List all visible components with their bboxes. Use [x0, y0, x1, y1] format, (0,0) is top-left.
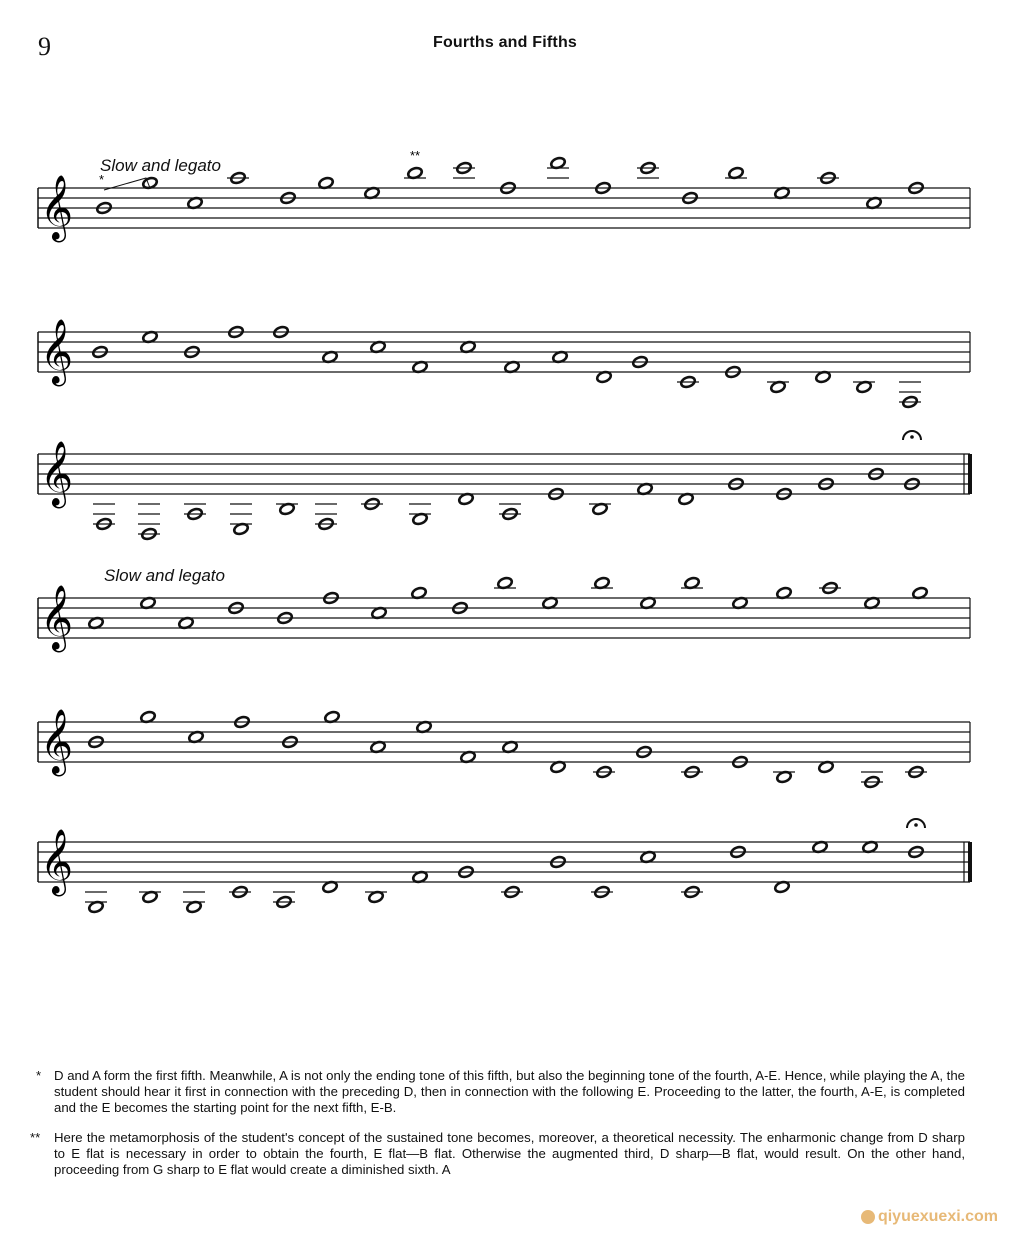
treble-clef-icon: 𝄞 [40, 319, 74, 384]
note [767, 380, 789, 393]
note [591, 885, 613, 898]
staff-3 [38, 431, 970, 541]
note [315, 504, 337, 531]
footnote-mark: * [36, 1068, 42, 1083]
note [230, 504, 252, 536]
note [593, 765, 615, 778]
note [501, 885, 523, 898]
staff-2 [38, 319, 970, 409]
note [817, 171, 839, 184]
tempo-marking-2: Slow and legato [104, 566, 225, 585]
note [138, 504, 160, 541]
footnote-mark: ** [30, 1130, 41, 1145]
annotation-double: ** [410, 148, 421, 163]
fermata-dot [910, 435, 914, 439]
note [183, 892, 205, 914]
note [93, 504, 115, 531]
footnote-1 [36, 1068, 965, 1116]
note [494, 576, 516, 589]
note [404, 166, 426, 179]
note [899, 382, 921, 409]
note [139, 890, 161, 903]
note [227, 171, 249, 184]
note [361, 497, 383, 510]
note [853, 380, 875, 393]
staff-6 [38, 819, 970, 914]
tempo-marking-1: Slow and legato [100, 156, 221, 175]
treble-clef-icon: 𝄞 [40, 441, 74, 506]
fermata-icon [907, 819, 925, 828]
watermark [861, 1208, 998, 1226]
annotation-single: * [99, 172, 105, 187]
note [637, 161, 659, 178]
note [681, 885, 703, 898]
note [273, 892, 295, 909]
note [453, 161, 475, 178]
note [365, 890, 387, 903]
page-number: 9 [38, 32, 51, 61]
note [681, 576, 703, 589]
footnote-2 [30, 1130, 965, 1180]
note [229, 885, 251, 898]
treble-clef-icon: 𝄞 [40, 585, 74, 650]
footnote-text: Here the metamorphosis of the student's concept of the sustained tone becomes, moreover, a theoretical necessity. The enharmonic change from D sharp to E flat is necessary in order to obtain the fourth, E flat—B flat. Otherwise the augmented third, D sharp—B flat, would result. On the other hand, proceeding from G sharp to E flat would create a diminished sixth. A [54, 1130, 965, 1177]
footnotes [30, 1068, 965, 1180]
note [819, 581, 841, 594]
footnote-text: D and A form the first fifth. Meanwhile, A is not only the ending tone of this fifth, but also the beginning tone of the fourth, A-E. Hence, while playing the A, the student should hear it first in connection with the preceding D, then in connection with the following E. Proceeding to the latter, the fourth, A-E, is completed and the E becomes the starting point for the next fifth, E-B. [54, 1068, 965, 1115]
treble-clef-icon: 𝄞 [40, 709, 74, 774]
note [591, 576, 613, 589]
note [905, 765, 927, 778]
staff-5 [38, 709, 970, 789]
fermata-icon [903, 431, 921, 440]
note [725, 166, 747, 179]
watermark-logo-icon [861, 1210, 875, 1224]
note [547, 156, 569, 178]
note [589, 502, 611, 515]
treble-clef-icon: 𝄞 [40, 829, 74, 894]
staff-1 [38, 156, 970, 242]
note [276, 502, 298, 515]
watermark-text: qiyuexuexi.com [877, 1208, 998, 1225]
note [409, 504, 431, 526]
treble-clef-icon: 𝄞 [40, 175, 74, 240]
note [677, 375, 699, 388]
note [861, 772, 883, 789]
page-title: Fourths and Fifths [432, 34, 578, 51]
note [85, 892, 107, 914]
note [499, 504, 521, 521]
fermata-dot [914, 823, 918, 827]
staff-4 [38, 576, 970, 652]
note [184, 504, 206, 521]
note [681, 765, 703, 778]
note [773, 770, 795, 783]
